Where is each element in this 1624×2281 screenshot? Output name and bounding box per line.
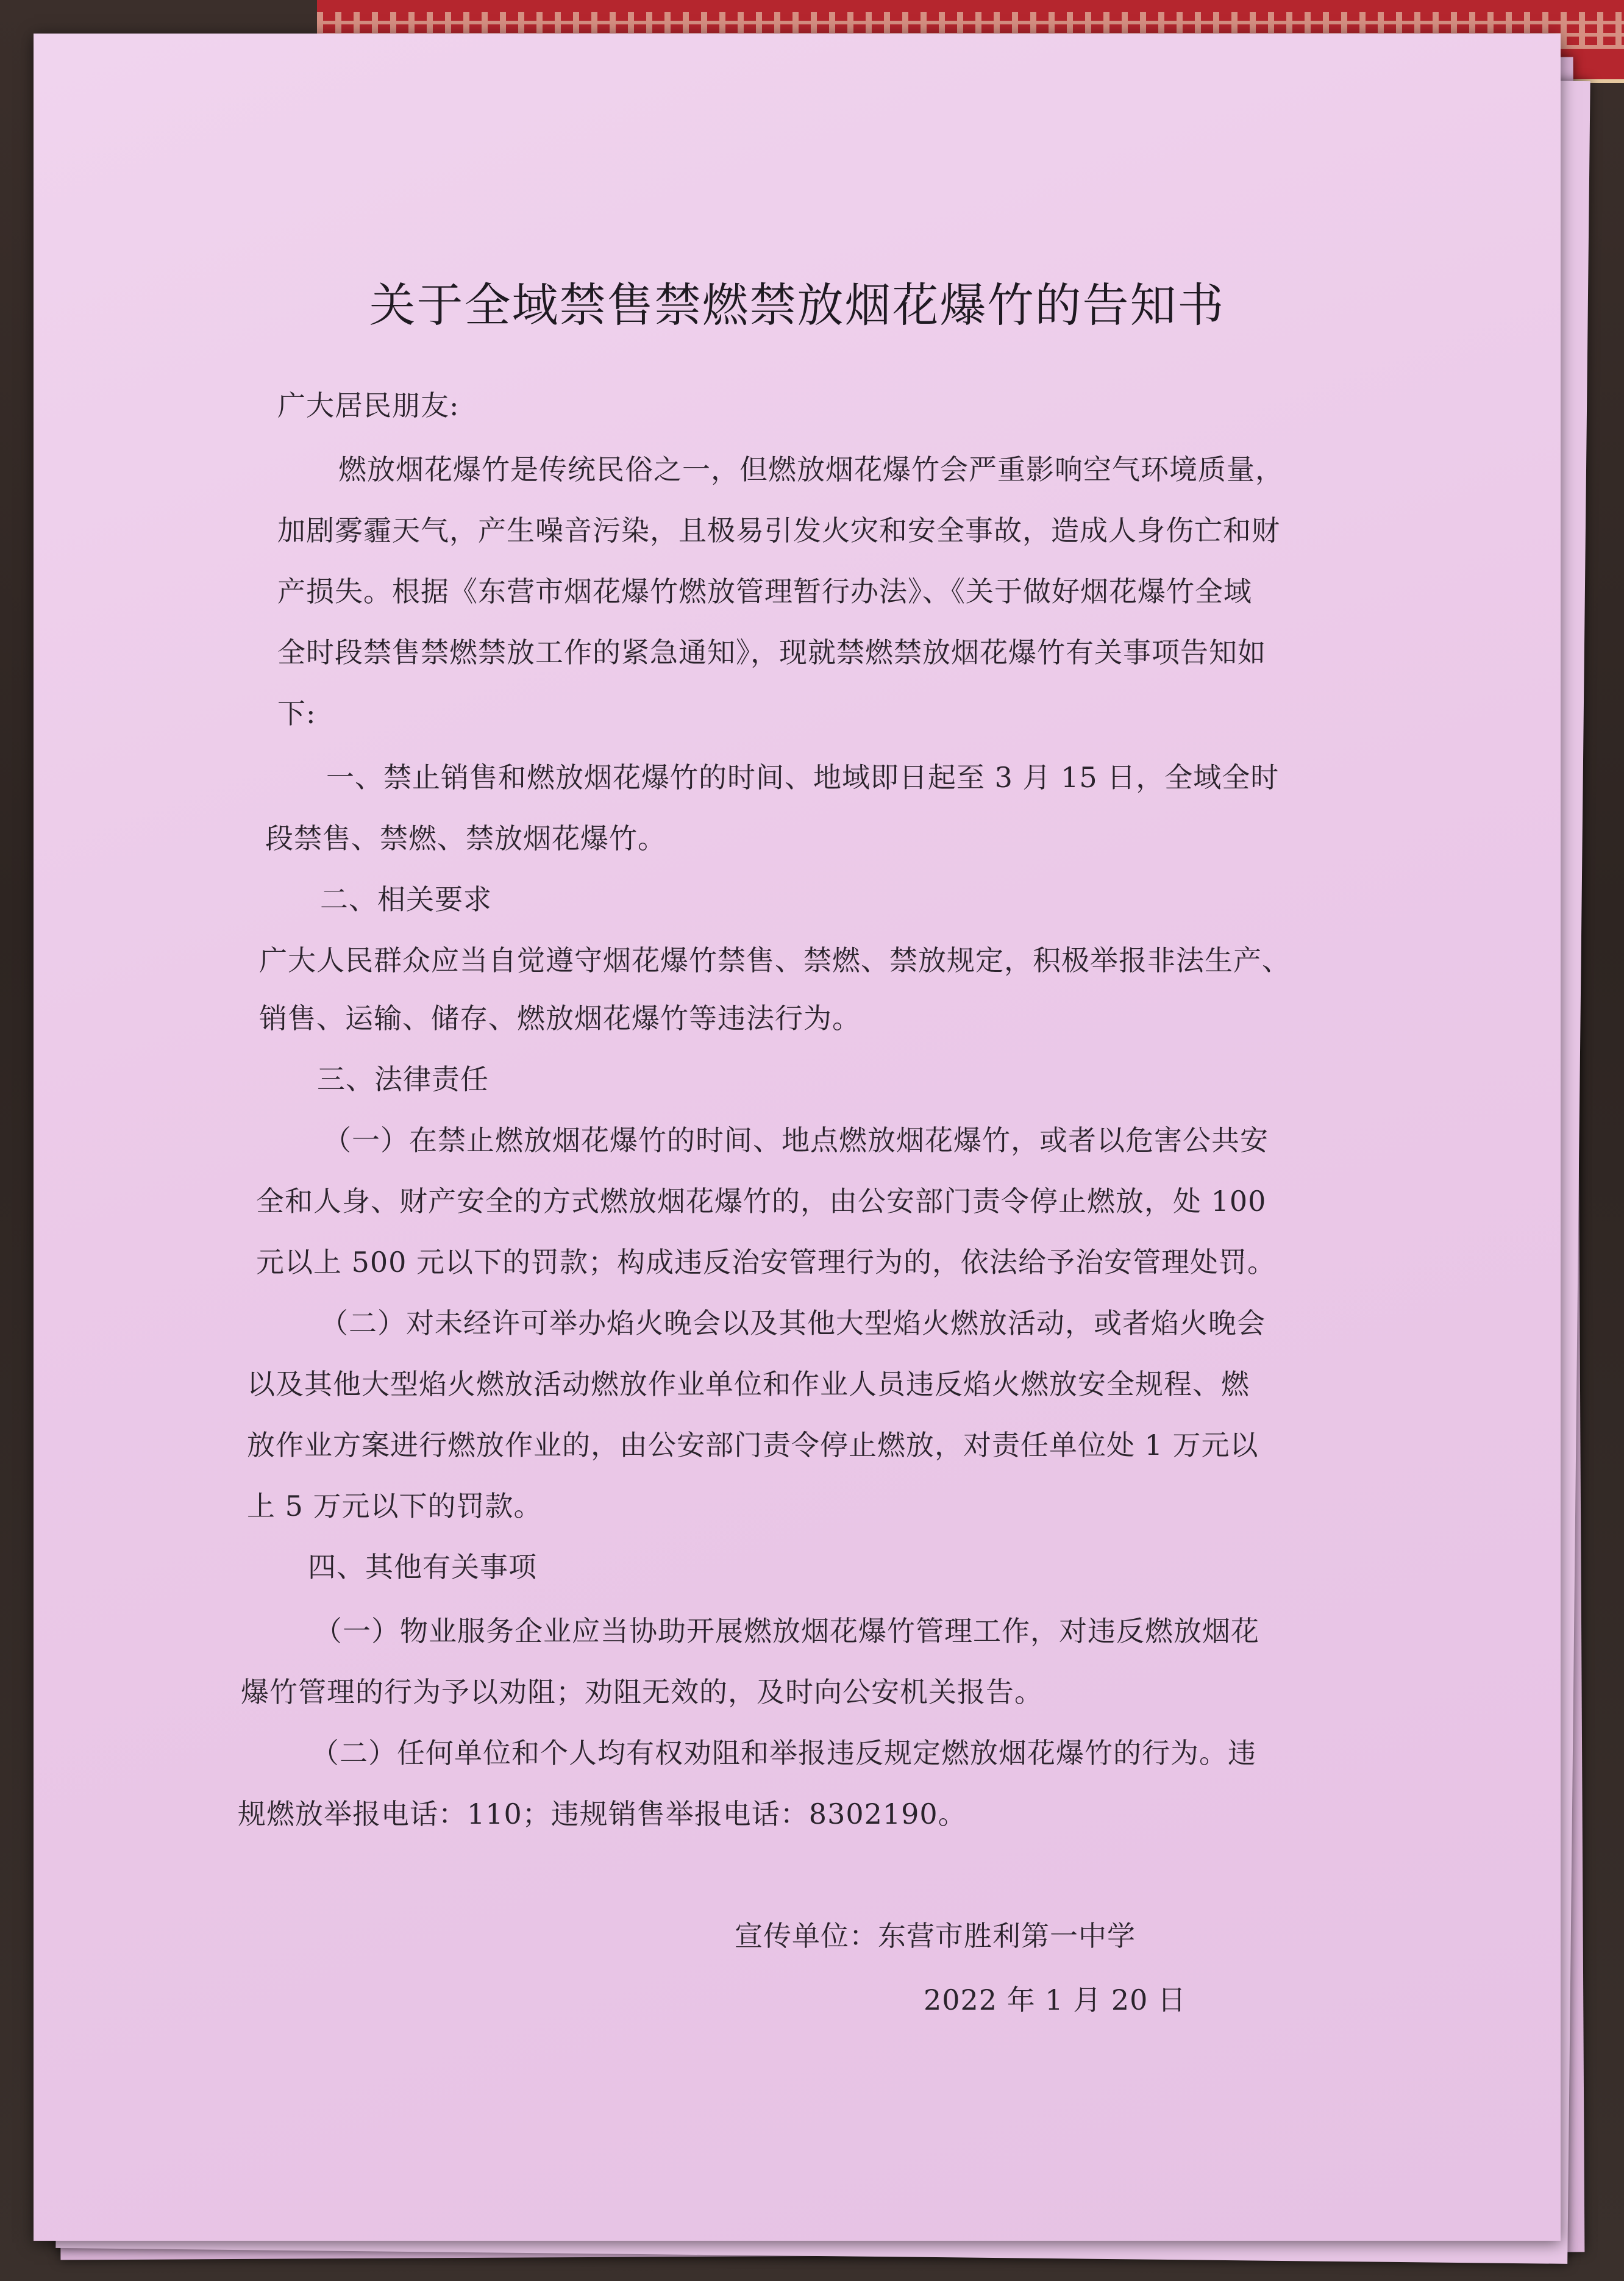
section-3-line: 放作业方案进行燃放作业的，由公安部门责令停止燃放，对责任单位处 1 万元以 (247, 1429, 1259, 1462)
body-line: 加剧雾霾天气，产生噪音污染，且极易引发火灾和安全事故，造成人身伤亡和财 (277, 514, 1280, 547)
section-3-line: （一）在禁止燃放烟花爆竹的时间、地点燃放烟花爆竹，或者以危害公共安 (323, 1124, 1269, 1157)
section-4-line: （一）物业服务企业应当协助开展燃放烟花爆竹管理工作，对违反燃放烟花 (314, 1615, 1259, 1647)
section-3-line: 元以上 500 元以下的罚款；构成违反治安管理行为的，依法给予治安管理处罚。 (256, 1246, 1277, 1279)
issuer: 宣传单位：东营市胜利第一中学 (735, 1919, 1136, 1952)
body-line: 全时段禁售禁燃禁放工作的紧急通知》，现就禁燃禁放烟花爆竹有关事项告知如 (277, 636, 1266, 669)
body-line: 产损失。根据《东营市烟花爆竹燃放管理暂行办法》、《关于做好烟花爆竹全域 (277, 575, 1252, 608)
section-2-line: 广大人民群众应当自觉遵守烟花爆竹禁售、禁燃、禁放规定，积极举报非法生产、 (259, 944, 1291, 977)
section-4-line: 爆竹管理的行为予以劝阻；劝阻无效的，及时向公安机关报告。 (241, 1676, 1043, 1708)
section-2-heading: 二、相关要求 (320, 883, 492, 916)
section-3-line: 以及其他大型焰火燃放活动燃放作业单位和作业人员违反焰火燃放安全规程、燃 (247, 1368, 1250, 1401)
section-3-line: 全和人身、财产安全的方式燃放烟花爆竹的，由公安部门责令停止燃放，处 100 (256, 1185, 1267, 1218)
document-title: 关于全域禁售禁燃禁放烟花爆竹的告知书 (369, 278, 1225, 332)
section-4-line: （二）任何单位和个人均有权劝阻和举报违反规定燃放烟花爆竹的行为。违 (311, 1737, 1256, 1769)
issue-date: 2022 年 1 月 20 日 (924, 1983, 1186, 2016)
section-4-line: 规燃放举报电话：110；违规销售举报电话：8302190。 (238, 1797, 967, 1830)
section-3-line: （二）对未经许可举办焰火晚会以及其他大型焰火燃放活动，或者焰火晚会 (320, 1307, 1266, 1340)
section-1-line: 段禁售、禁燃、禁放烟花爆竹。 (265, 822, 666, 855)
body-line: 燃放烟花爆竹是传统民俗之一，但燃放烟花爆竹会严重影响空气环境质量， (338, 453, 1284, 486)
section-2-line: 销售、运输、储存、燃放烟花爆竹等违法行为。 (259, 1002, 861, 1035)
greeting: 广大居民朋友: (277, 389, 460, 422)
section-3-line: 上 5 万元以下的罚款。 (247, 1490, 543, 1522)
section-3-heading: 三、法律责任 (317, 1063, 489, 1096)
section-4-heading: 四、其他有关事项 (308, 1551, 537, 1583)
section-1-line: 一、禁止销售和燃放烟花爆竹的时间、地域即日起至 3 月 15 日，全域全时 (326, 761, 1280, 794)
notice-paper (34, 34, 1561, 2241)
body-line: 下: (277, 697, 316, 730)
